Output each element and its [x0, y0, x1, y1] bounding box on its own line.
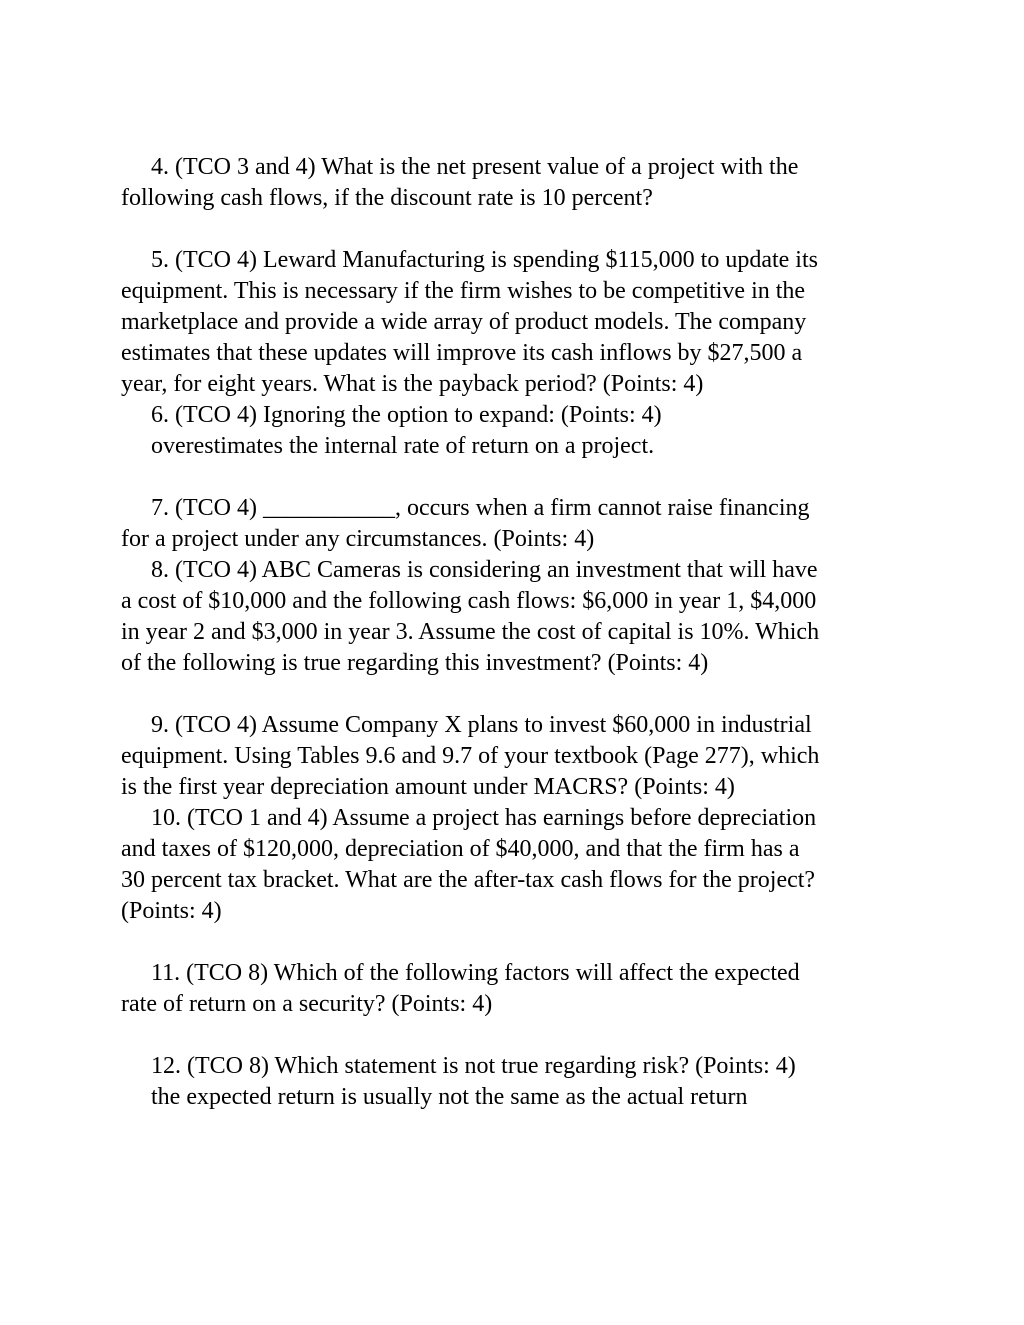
paragraph-gap [121, 679, 911, 710]
question-10-line-2: and taxes of $120,000, depreciation of $40,000, and that the firm has a [121, 836, 800, 862]
document-body [121, 152, 911, 1113]
question-10-line-1: 10. (TCO 1 and 4) Assume a project has earnings before depreciation [151, 805, 817, 831]
question-10-line-3: 30 percent tax bracket. What are the after-tax cash flows for the project? [121, 867, 816, 893]
question-8-line-4: of the following is true regarding this investment? (Points: 4) [121, 650, 709, 676]
question-6-answer: overestimates the internal rate of return on a project. [151, 433, 655, 459]
question-4-line-2: following cash flows, if the discount rate is 10 percent? [121, 185, 653, 211]
question-6-line-1: 6. (TCO 4) Ignoring the option to expand: (Points: 4) [151, 402, 662, 428]
question-5-line-1: 5. (TCO 4) Leward Manufacturing is spending $115,000 to update its [151, 247, 818, 273]
paragraph-gap [121, 214, 911, 245]
question-8-line-2: a cost of $10,000 and the following cash flows: $6,000 in year 1, $4,000 [121, 588, 817, 614]
question-8-line-1: 8. (TCO 4) ABC Cameras is considering an investment that will have [151, 557, 818, 583]
question-12-line-1: 12. (TCO 8) Which statement is not true regarding risk? (Points: 4) [151, 1053, 796, 1079]
question-11-line-2: rate of return on a security? (Points: 4) [121, 991, 493, 1017]
question-9-line-3: is the first year depreciation amount under MACRS? (Points: 4) [121, 774, 735, 800]
question-5-line-4: estimates that these updates will improve its cash inflows by $27,500 a [121, 340, 803, 366]
question-5-line-3: marketplace and provide a wide array of product models. The company [121, 309, 807, 335]
question-5-line-5: year, for eight years. What is the payback period? (Points: 4) [121, 371, 704, 397]
paragraph-gap [121, 462, 911, 493]
question-10-line-4: (Points: 4) [121, 898, 222, 924]
paragraph-gap [121, 1020, 911, 1051]
question-8-line-3: in year 2 and $3,000 in year 3. Assume the cost of capital is 10%. Which [121, 619, 820, 645]
question-9-line-2: equipment. Using Tables 9.6 and 9.7 of your textbook (Page 277), which [121, 743, 820, 769]
question-4-line-1: 4. (TCO 3 and 4) What is the net present value of a project with the [151, 154, 799, 180]
paragraph-gap [121, 927, 911, 958]
question-9-line-1: 9. (TCO 4) Assume Company X plans to invest $60,000 in industrial [151, 712, 812, 738]
question-11-line-1: 11. (TCO 8) Which of the following factors will affect the expected [151, 960, 800, 986]
question-7-line-1: 7. (TCO 4) ___________, occurs when a firm cannot raise financing [151, 495, 810, 521]
question-7-line-2: for a project under any circumstances. (Points: 4) [121, 526, 595, 552]
question-12-answer: the expected return is usually not the same as the actual return [151, 1084, 748, 1110]
question-5-line-2: equipment. This is necessary if the firm wishes to be competitive in the [121, 278, 806, 304]
